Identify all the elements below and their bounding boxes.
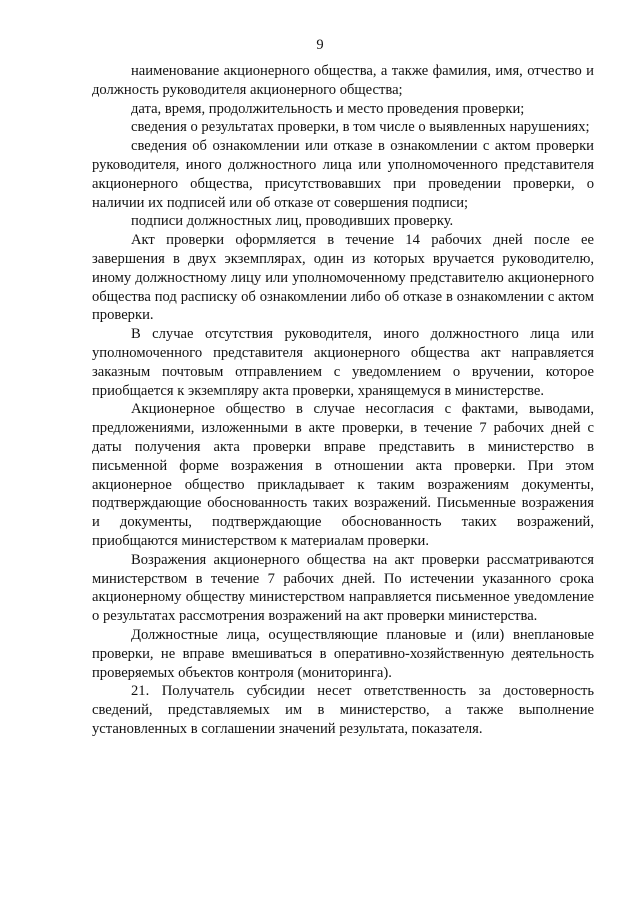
paragraph-act-preparation: Акт проверки оформляется в течение 14 рабочих дней после ее завершения в двух экземплярах, один из которых вручается руководителю, иному должностному лицу или уполномоченному представителю акционерного общества под расписку об ознакомлении либо об отказе в ознакомлении с актом проверки. [92, 232, 594, 324]
paragraph-signatures: подписи должностных лиц, проводивших проверку. [131, 213, 454, 230]
paragraph-no-interference: Должностные лица, осуществляющие плановые и (или) внеплановые проверки, не вправе вмешиваться в оперативно-хозяйственную деятельность проверяемых объектов контроля (мониторинга). [92, 626, 594, 681]
paragraph-acquaintance-info: сведения об ознакомлении или отказе в ознакомлении с актом проверки руководителя, иного должностного лица или уполномоченного представителя акционерного общества, присутствовавших при проведении проверки, о наличии их подписей или об отказе от совершения подписи; [92, 138, 594, 211]
paragraph-inspection-company-name: наименование акционерного общества, а также фамилия, имя, отчество и должность руководителя акционерного общества; [92, 63, 594, 98]
paragraph-objections: Акционерное общество в случае несогласия с фактами, выводами, предложениями, изложенными в акте проверки, в течение 7 рабочих дней с даты получения акта проверки вправе представить в министерство в письменной форме возражения в отношении акта проверки. При этом акционерное общество прикладывает к таким возражениям документы, подтверждающие обоснованность таких возражений. Письменные возражения и документы, подтверждающие обоснованность таких возражений, приобщаются министерством к материалам проверки. [92, 401, 594, 549]
document-body [92, 62, 594, 739]
paragraph-clause-21: 21. Получатель субсидии несет ответственность за достоверность сведений, представляемых им в министерство, а также выполнение установленных в соглашении значений результата, показателя. [92, 683, 594, 737]
paragraph-act-mailing: В случае отсутствия руководителя, иного должностного лица или уполномоченного представителя акционерного общества акт направляется заказным почтовым отправлением с уведомлением о вручении, которое приобщается к экземпляру акта проверки, хранящемуся в министерстве. [92, 326, 594, 399]
paragraph-objection-review: Возражения акционерного общества на акт проверки рассматриваются министерством в течение 7 рабочих дней. По истечении указанного срока акционерному обществу министерством направляется письменное уведомление о результатах рассмотрения возражений на акт проверки министерства. [92, 551, 594, 625]
paragraph-inspection-date: дата, время, продолжительность и место проведения проверки; [131, 100, 525, 117]
page-number: 9 [316, 37, 324, 53]
paragraph-inspection-results: сведения о результатах проверки, в том числе о выявленных нарушениях; [131, 119, 590, 136]
